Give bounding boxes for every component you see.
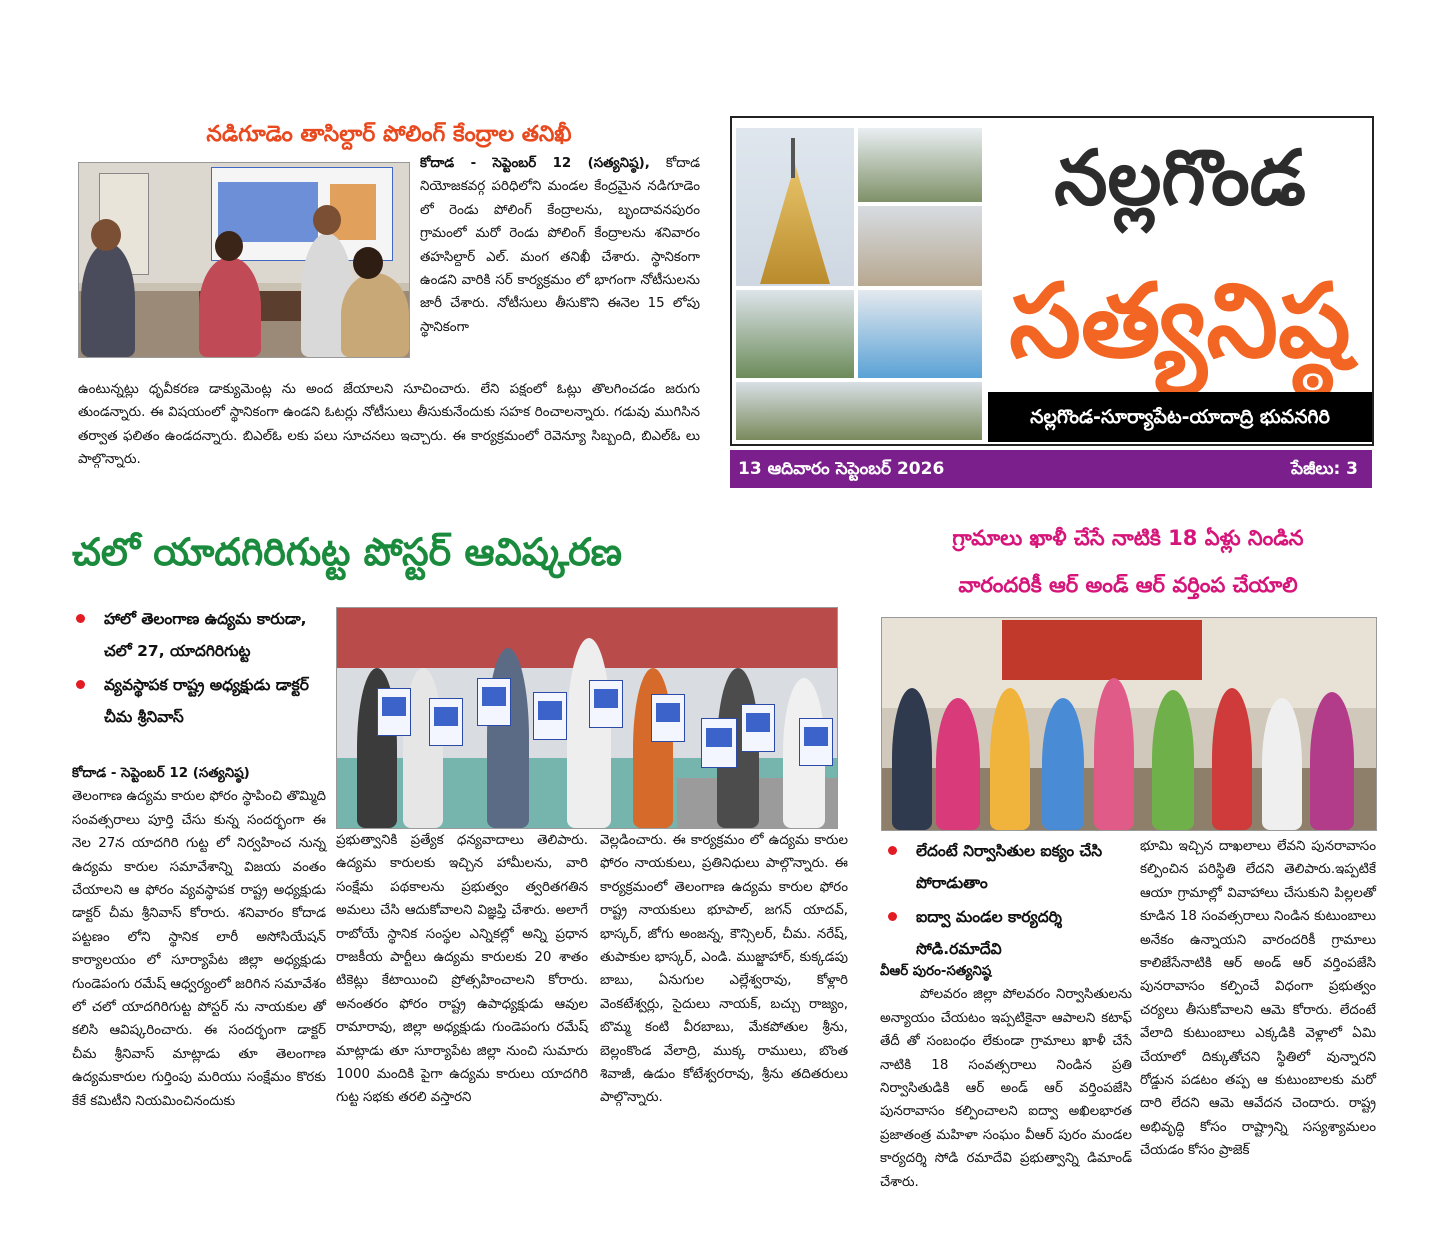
story3-col2: భూమి ఇచ్చిన దాఖలాలు లేవని పునరావాసం కల్పించిన పరిస్థితి లేదని తెలిపారు.ఇప్పటికే ఆయా గ్రామాల్లో వివాహాలు చేసుకుని పిల్లలతో కూడిన 18 సంవత్సరాలు నిండిన కుటుంబాలు అనేకం ఉన్నాయని వారందరికీ గ్రామాలు కాలిజేసేనాటికి ఆర్ అండ్ ఆర్ వర్తింపజేసి పునరావాసం కల్పించే విధంగా ప్రభుత్వం చర్యలు తీసుకోవాలని ఆమె కోరారు. లేదంటే వేలాది కుటుంబాలు ఎక్కడికి వెళ్లాలో ఏమి చేయాలో దిక్కుతోచని స్థితిలో వున్నారని రోడ్డున పడటం తప్ప ఆ కుటుంబాలకు మరో దారి లేదని ఆమె ఆవేదన చెందారు. రాష్ట్ర అభివృద్ధి కోసం రాష్ట్రాన్ని సస్యశ్యామలం చేయడం కోసం ప్రాజెక్	[1140, 839, 1376, 1159]
masthead-district-strip	[988, 392, 1372, 442]
masthead	[730, 116, 1372, 488]
story1-body-beside: కోదాడ నియోజకవర్గ పరిధిలోని మండల కేంద్రమైన నడిగూడెం లో రెండు పోలింగ్ కేంద్రాలను, బృందావనపురం గ్రామంలో మరో రెండు పోలింగ్ కేంద్రాలను శనివారం తహసిల్దార్ ఎల్. మంగ తనిఖీ చేశారు. స్థానికంగా ఉండని వారికి సర్ కార్యక్రమం లో భాగంగా నోటీసులను జారీ చేశారు. నోటీసులు తీసుకొని ఈనెల 15 లోపు స్థానికంగా	[420, 156, 700, 335]
story3-headline-line2: వారందరికీ ఆర్ అండ్ ఆర్ వర్తింప చేయాలి	[958, 573, 1298, 597]
story2-headline: చలో యాదగిరిగుట్ట పోస్టర్ ఆవిష్కరణ	[72, 530, 623, 574]
story3-bullet-1: లేదంటే నిర్వాసితుల ఐక్యం చేసి పోరాడుతాం	[882, 835, 1132, 899]
story3-dateline: వీఆర్ పురం-సత్యనిష్ఠ	[880, 964, 992, 979]
masthead-region-title: నల్లగొండ	[1054, 133, 1306, 222]
story3-bullets	[882, 835, 1132, 965]
story2-col3: వెల్లడించారు. ఈ కార్యక్రమం లో ఉద్యమ కారుల ఫోరం నాయకులు, ప్రతినిధులు పాల్గొన్నారు. ఈ కార్యక్రమంలో తెలంగాణ ఉద్యమ కారుల ఫోరం రాష్ట్ర నాయకులు భూపాల్, జగన్ యాదవ్, భాస్కర్, జోగు అంజన్న, కౌన్సిలర్, చీమ. నరేష్, తుపాకుల భాస్కర్, ఎండి. ముజ్జాహార్, కుక్కడపు బాబు, ఏనుగుల ఎల్లేశ్వరావు, కోళ్లారి వెంకటేశ్వర్లు, సైదులు నాయక్, బచ్చు రాజ్యం, బొమ్మ కంటి వీరబాబు, మేకపోతుల శ్రీను, బెల్లంకొండ వేలాద్రి, ముక్క రాములు, బొంత శివాజీ, ఉడుం కోటేశ్వరరావు, శ్రీను తదితరులు పాల్గొన్నారు.	[600, 833, 848, 1106]
story1-beside-text	[420, 152, 700, 339]
masthead-page-label: పేజీలు: 3	[1291, 459, 1358, 479]
story2-bullet-1: హాలో తెలంగాణ ఉద్యమ కారుడా, చలో 27, యాదగిరిగుట్ట	[70, 603, 326, 667]
masthead-collage	[734, 120, 984, 442]
story1-headline: నడిగూడెం తాసిల్దార్ పోలింగ్ కేంద్రాల తనిఖీ	[206, 122, 572, 147]
story3-headline-line1: గ్రామాలు ఖాళీ చేసే నాటికి 18 ఏళ్లు నిండిన	[952, 526, 1304, 550]
story2-bullet-2: వ్యవస్థాపక రాష్ట్ర అధ్యక్షుడు డాక్టర్ చీమ శ్రీనివాస్	[70, 669, 326, 733]
story2-dateline: కోదాడ - సెప్టెంబర్ 12 (సత్యనిష్ఠ)	[72, 766, 250, 781]
masthead-districts: నల్లగొండ-సూర్యాపేట-యాదాద్రి భువనగిరి	[1030, 406, 1330, 428]
story1-photo	[78, 162, 410, 358]
story3-bullet-2: ఐద్వా మండల కార్యదర్శి సోడి.రమాదేవి	[882, 901, 1132, 965]
story2-col2: ప్రభుత్వానికి ప్రత్యేక ధన్యవాదాలు తెలిపారు. ఉద్యమ కారులకు ఇచ్చిన హామీలను, వారి సంక్షేమ పథకాలను ప్రభుత్వం త్వరితగతిన అమలు చేసి ఆదుకోవాలని విజ్ఞప్తి చేశారు. అలాగే రాబోయే స్థానిక సంస్థల ఎన్నికల్లో అన్ని ప్రధాన రాజకీయ పార్టీలు ఉద్యమ కారులకు 20 శాతం టికెట్లు కేటాయించి ప్రోత్సహించాలని కోరారు. అనంతరం ఫోరం రాష్ట్ర ఉపాధ్యక్షుడు ఆవుల రామారావు, జిల్లా అధ్యక్షుడు గుండెపంగు రమేష్ మాట్లాడు తూ సూర్యాపేట జిల్లా నుంచి సుమారు 1000 మందికి పైగా ఉద్యమ కారులు యాదగిరి గుట్ట సభకు తరలి వస్తారని	[336, 833, 588, 1106]
masthead-paper-name: సత్యనిష్ఠ	[1009, 262, 1351, 381]
masthead-date-bar	[730, 450, 1372, 488]
story2-bullets	[70, 603, 326, 733]
story2-col1-text: తెలంగాణ ఉద్యమ కారుల ఫోరం స్థాపించి తొమ్మిది సంవత్సరాలు పూర్తి చేసు కున్న సందర్భంగా ఈ నెల 27న యాదగిరి గుట్ట లో నిర్వహించ నున్న ఉద్యమ కారుల సమావేశాన్ని విజయ వంతం చేయాలని ఆ ఫోరం వ్యవస్థాపక రాష్ట్ర అధ్యక్షుడు డాక్టర్ చీమ శ్రీనివాస్ కోరారు. శనివారం కోదాడ పట్టణం లోని స్థానిక లారీ అసోసియేషన్ కార్యాలయం లో సూర్యాపేట జిల్లా అధ్యక్షుడు గుండెపంగు రమేష్ ఆధ్వర్యంలో జరిగిన సమావేశం లో చలో యాదగిరిగుట్ట పోస్టర్ ను నాయకుల తో కలిసి ఆవిష్కరించారు. ఈ సందర్భంగా డాక్టర్ చీమ శ్రీనివాస్ మాట్లాడు తూ తెలంగాణ ఉద్యమకారుల గుర్తింపు మరియు సంక్షేమం కొరకు కేకే కమిటీని నియమించినందుకు	[72, 789, 326, 1109]
story3-photo	[881, 617, 1377, 831]
story1-body-below: ఉంటున్నట్లు ధృవీకరణ డాక్యుమెంట్ల ను అంద జేయాలని సూచించారు. లేని పక్షంలో ఓట్లు తొలగించడం జరుగు తుండన్నారు. ఈ విషయంలో స్థానికంగా ఉండని ఓటర్లు నోటీసులు తీసుకునేందుకు సహక రించాలన్నారు. గడువు ముగిసిన తర్వాత ఫలితం ఉండదన్నారు. బిఎల్ఓ లకు పలు సూచనలు ఇచ్చారు. ఈ కార్యక్రమంలో రెవెన్యూ సిబ్బంది, బిఎల్ఓ లు పాల్గొన్నారు.	[78, 382, 700, 468]
masthead-date: 13 ఆదివారం సెప్టెంబర్ 2026	[738, 459, 945, 479]
story3-col1-text: పోలవరం జిల్లా పోలవరం నిర్వాసితులను అన్యాయం చేయటం ఇప్పటికైనా ఆపాలని కటాఫ్ తేదీ తో సంబంధం లేకుండా గ్రామాలు ఖాళీ చేసే నాటికి 18 సంవత్సరాలు నిండిన ప్రతి నిర్వాసితుడికి ఆర్ అండ్ ఆర్ వర్తింపజేసి పునరావాసం కల్పించాలని ఐద్వా అఖిలభారత ప్రజాతంత్ర మహిళా సంఘం వీఆర్ పురం మండల కార్యదర్శి సోడి రమాదేవి ప్రభుత్వాన్ని డిమాండ్ చేశారు.	[880, 987, 1132, 1190]
story2-photo	[336, 607, 838, 829]
story2-col1	[72, 762, 326, 1113]
story1-dateline: కోదాడ - సెప్టెంబర్ 12 (సత్యనిష్ఠ),	[420, 156, 650, 171]
story3-col1	[880, 960, 1132, 1194]
